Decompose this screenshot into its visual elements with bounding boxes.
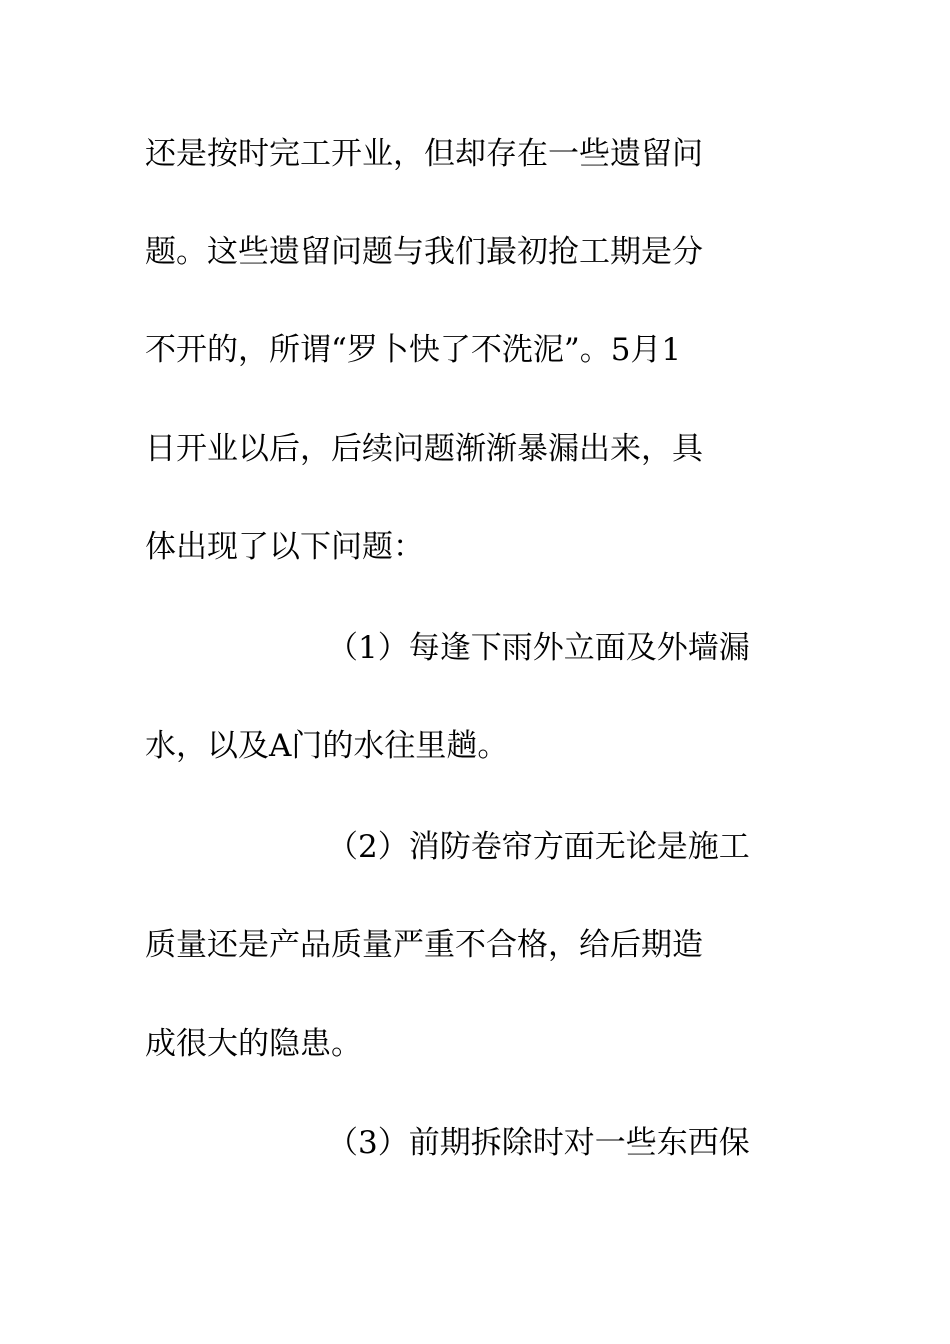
body-text-line: 体出现了以下问题： xyxy=(145,529,424,565)
list-item-2-cont: 成很大的隐患。 xyxy=(145,1026,362,1062)
body-text-line: 还是按时完工开业，但却存在一些遗留问 xyxy=(145,136,703,172)
list-item-1-cont: 水，以及A门的水往里趟。 xyxy=(145,728,509,764)
list-item-2-cont: 质量还是产品质量严重不合格，给后期造 xyxy=(145,927,703,963)
list-item-2-start: （2）消防卷帘方面无论是施工 xyxy=(327,829,750,865)
list-item-3-start: （3）前期拆除时对一些东西保 xyxy=(327,1125,750,1161)
body-text-line: 不开的，所谓“罗卜快了不洗泥”。5月1 xyxy=(145,332,682,368)
body-text-line: 题。这些遗留问题与我们最初抢工期是分 xyxy=(145,234,703,270)
list-item-1-start: （1）每逢下雨外立面及外墙漏 xyxy=(327,630,750,666)
body-text-line: 日开业以后，后续问题渐渐暴漏出来，具 xyxy=(145,431,703,467)
